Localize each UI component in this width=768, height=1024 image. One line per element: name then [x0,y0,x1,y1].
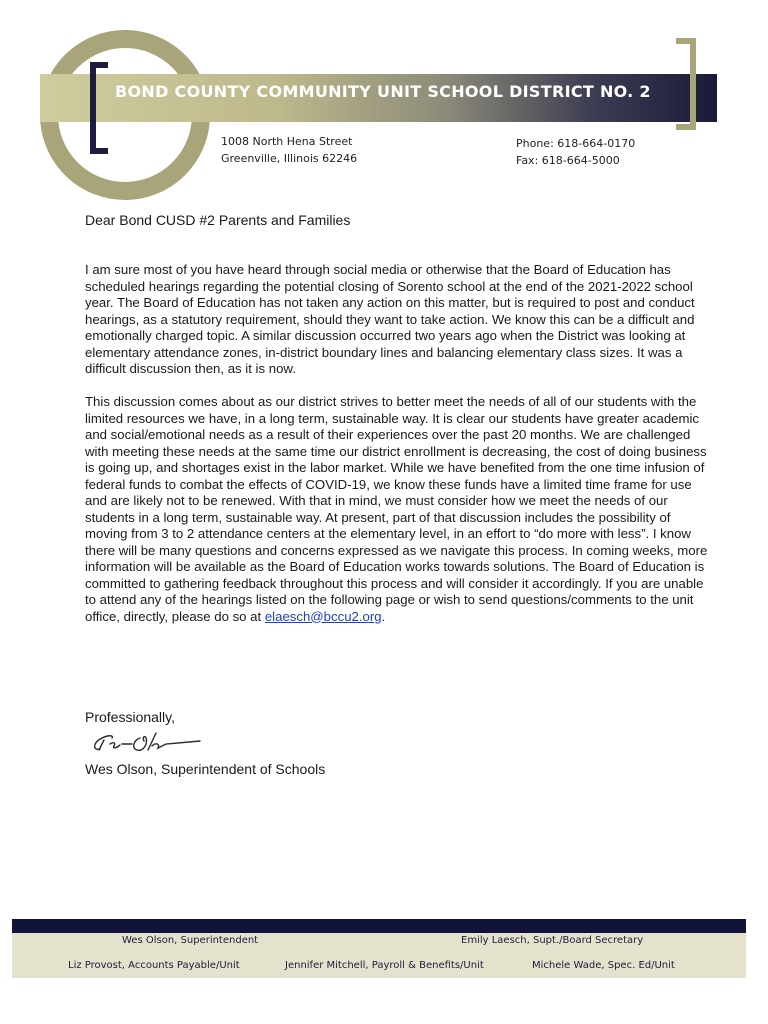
logo-left-bracket [90,62,108,154]
letter-paragraph-1: I am sure most of you have heard through social media or otherwise that the Board of Education has scheduled hearings regarding the potential closing of Sorento school at the end of the 2021-2022 school year. The Board of Education has not taken any action on this matter, but is required to post and conduct hearings, as a statutory requirement, should they want to take action. We know this can be a difficult and emotionally charged topic. A similar discussion occurred two years ago when the District was looking at elementary attendance zones, in-district boundary lines and balancing elementary class sizes. It was a difficult discussion then, as it is now. [85,262,695,376]
district-address [221,133,357,167]
letter-signer: Wes Olson, Superintendent of Schools [85,761,326,777]
logo-right-bracket [676,38,696,130]
letter-paragraph-2 [85,394,715,625]
footer-special-ed: Michele Wade, Spec. Ed/Unit [532,960,675,971]
footer-bar [12,919,746,933]
footer-payroll: Jennifer Mitchell, Payroll & Benefits/Unit [285,960,484,971]
letter-greeting: Dear Bond CUSD #2 Parents and Families [85,212,351,228]
phone-number: Phone: 618-664-0170 [516,137,636,150]
paragraph-2-period: . [381,608,386,624]
footer-board-secretary: Emily Laesch, Supt./Board Secretary [461,935,644,946]
address-line-1: 1008 North Hena Street [221,135,353,148]
footer-accounts-payable: Liz Provost, Accounts Payable/Unit [68,960,240,971]
email-link[interactable]: elaesch@bccu2.org [264,608,382,624]
fax-number: Fax: 618-664-5000 [516,154,620,167]
district-name: BOND COUNTY COMMUNITY UNIT SCHOOL DISTRICT NO. 2 [115,82,651,101]
letter-closing: Professionally, [85,709,176,725]
address-line-2: Greenville, Illinois 62246 [221,152,358,165]
handwritten-signature [90,728,202,756]
district-contact [516,135,635,169]
footer-superintendent: Wes Olson, Superintendent [122,935,259,946]
paragraph-2-text: This discussion comes about as our district strives to better meet the needs of all of our students with the limited resources we have, in a long term, sustainable way. It is clear our students have greater academic and social/emotional needs as a result of their experiences over the past 20 months. We are challenged with meeting these needs at the same time our district enrollment is decreasing, the cost of doing business is going up, and shortages exist in the labor market. While we have benefited from the one time infusion of federal funds to combat the effects of COVID-19, we know these funds have a limited time frame for use and are likely not to be renewed. With that in mind, we must consider how we meet the needs of our students in a long term, sustainable way. At present, part of that discussion includes the possibility of moving from 3 to 2 attendance centers at the elementary level, in an effort to “do more with less”. I know there will be many questions and concerns expressed as we navigate this process. In coming weeks, more information will be available as the Board of Education works towards solutions. The Board of Education is committed to gathering feedback throughout this process and will consider it accordingly. If you are unable to attend any of the hearings listed on the following page or wish to send questions/comments to the unit office, directly, please do so at [85,394,708,624]
